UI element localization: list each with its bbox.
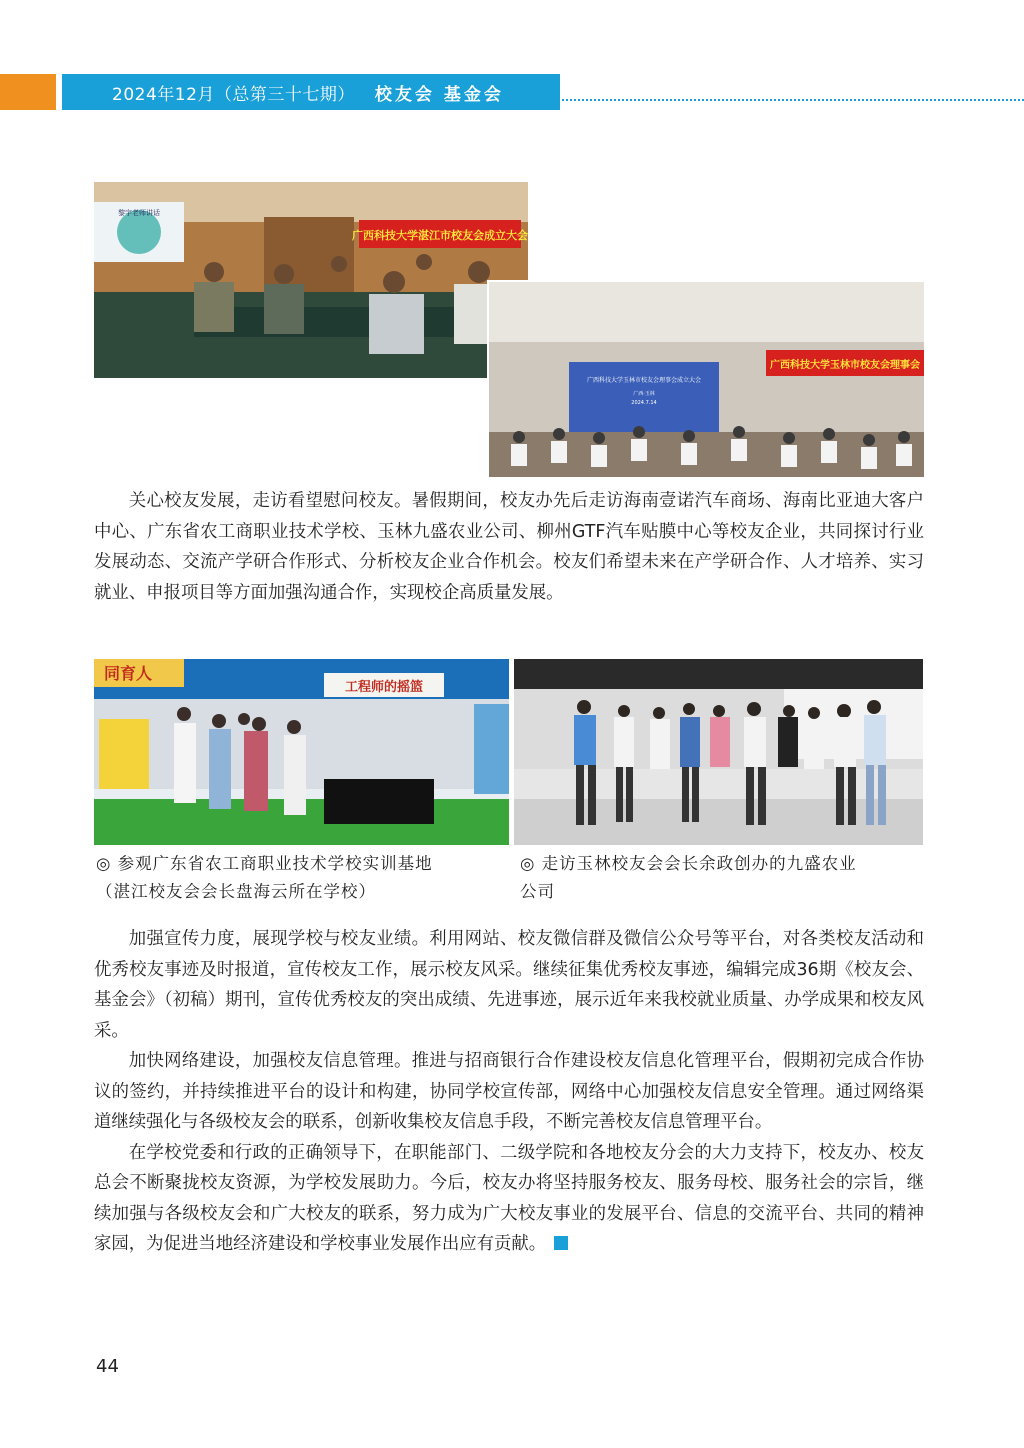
photo-yulin-meeting [487,280,926,479]
page-number: 44 [96,1356,119,1377]
caption-line: ◎ 参观广东省农工商职业技术学校实训基地 [96,854,433,873]
caption-line: 公司 [520,882,555,901]
caption-line: ◎ 走访玉林校友会会长余政创办的九盛农业 [520,854,857,873]
paragraph-publicity: 加强宣传力度，展现学校与校友业绩。利用网站、校友微信群及微信公众号等平台，对各类校友活动和优秀校友事迹及时报道，宣传校友工作，展示校友风采。继续征集优秀校友事迹，编辑完成36期《校友会、基金会》（初稿）期刊，宣传优秀校友的突出成绩、先进事迹，展示近年来我校就业质量、办学成果和校友风采。 [94,929,924,1041]
header-dotted-rule [562,99,1024,101]
meeting-banner: 广西科技大学湛江市校友会成立大会 [352,229,528,242]
paragraph-conclusion-text: 在学校党委和行政的正确领导下，在职能部门、二级学院和各地校友分会的大力支持下，校友办、校友总会不断聚拢校友资源，为学校发展助力。今后，校友办将坚持服务校友、服务母校、服务社会的宗旨，继续加强与各级校友会和广大校友的联系，努力成为广大校友事业的发展平台、信息的交流平台、共同的精神家园，为促进当地经济建设和学校事业发展作出应有贡献。 [94,1142,924,1254]
end-mark-icon [554,1236,568,1250]
photo-training-base [94,659,509,845]
magazine-title: 校友会 基金会 [374,84,504,105]
caption-training-base [96,850,511,906]
screen-date: 2024.7.14 [631,400,657,406]
caption-line: （湛江校友会会长盘海云所在学校） [96,882,376,901]
paragraph-network: 加快网络建设，加强校友信息管理。推进与招商银行合作建设校友信息化管理平台，假期初完成合作协议的签约，并持续推进平台的设计和构建，协同学校宣传部，网络中心加强校友信息安全管理。通过网络渠道继续强化与各级校友会的联系，创新收集校友信息手段，不断完善校友信息管理平台。 [94,1051,924,1132]
photo-zhanjiang-meeting [94,182,528,378]
screen-location: 广西·玉林 [633,391,655,397]
header-bar [62,74,560,110]
header-orange-block [0,74,56,110]
photo-jiusheng-visit [514,659,923,845]
caption-jiusheng-visit [520,850,930,906]
paragraph-text: 关心校友发展，走访看望慰问校友。暑假期间，校友办先后走访海南壹诺汽车商场、海南比亚迪大客户中心、广东省农工商职业技术学校、玉林九盛农业公司、柳州GTF汽车贴膜中心等校友企业，共同探讨行业发展动态、交流产学研合作形式、分析校友企业合作机会。校友们希望未来在产学研合作、人才培养、实习就业、申报项目等方面加强沟通合作，实现校企高质量发展。 [94,491,924,603]
sign-left: 同育人 [104,664,153,683]
paragraph-alumni-visits [94,486,924,608]
screen-title: 黎宇老师讲话 [118,209,160,217]
council-banner: 广西科技大学玉林市校友会理事会 [770,360,920,371]
body-text-block [94,924,924,1260]
paragraph-conclusion [94,1138,924,1260]
screen-title: 广西科技大学玉林市校友会理事会成立大会 [586,377,702,384]
sign-right: 工程师的摇篮 [344,680,424,695]
issue-label: 2024年12月（总第三十七期） [112,84,355,105]
